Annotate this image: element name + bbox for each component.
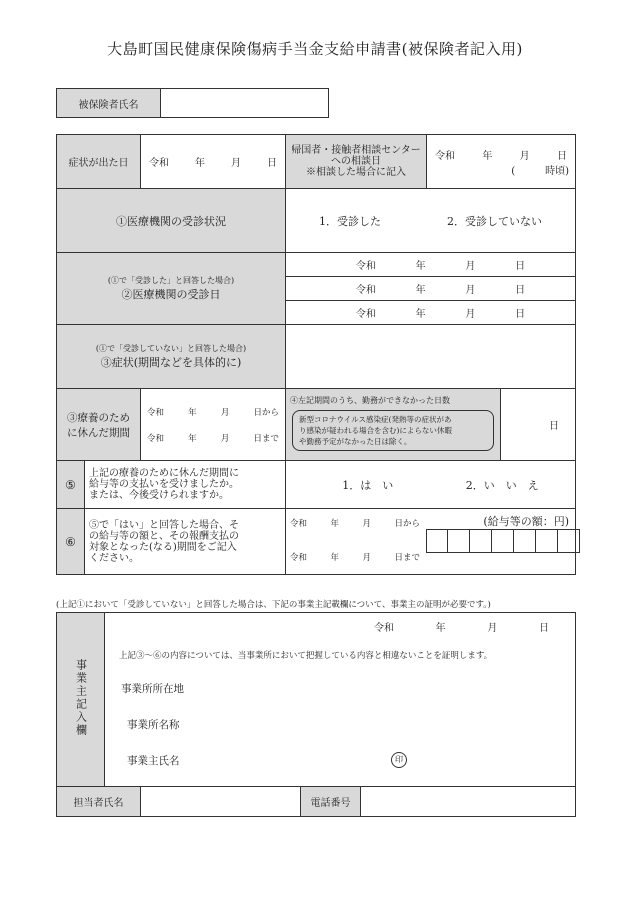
q5-question xyxy=(85,461,286,509)
from-suffix: 日から xyxy=(394,519,420,529)
era-text: 令和 xyxy=(290,519,308,529)
q4-label-cell xyxy=(286,389,501,461)
employer-name-label: 事業所名称 xyxy=(127,719,180,731)
q4-days-field[interactable] xyxy=(501,389,576,461)
q4-note-line-2: り感染が疑われる場合を含む)によらない休暇 xyxy=(299,425,452,435)
consult-center-label xyxy=(286,135,427,189)
year-text: 年 xyxy=(435,623,446,634)
q6-text-1: ⑤で「はい」と回答した場合、そ xyxy=(89,519,239,531)
consult-time: ( 時頃) xyxy=(511,165,570,177)
consult-center-line-3: ※相談した場合に記入 xyxy=(306,167,406,178)
year-text: 年 xyxy=(188,407,197,418)
month-text: 月 xyxy=(362,519,371,529)
era-text: 令和 xyxy=(147,407,165,418)
month-text: 月 xyxy=(220,407,230,418)
amount-label: (給与等の額：円) xyxy=(483,515,570,528)
q5-option-yes[interactable]: 1．は い xyxy=(342,478,394,492)
q5-text-1: 上記の療養のために休んだ期間に xyxy=(89,468,239,479)
q5-options xyxy=(286,461,576,509)
year-text: 年 xyxy=(188,433,197,444)
insured-name-field[interactable] xyxy=(161,89,329,118)
era-text: 令和 xyxy=(355,261,376,272)
insured-name-label: 被保険者氏名 xyxy=(57,89,161,118)
rest-period-label-2: に休んだ期間 xyxy=(67,426,130,439)
from-suffix: 日から xyxy=(253,407,279,418)
month-text: 月 xyxy=(519,150,530,162)
form-title: 大島町国民健康保険傷病手当金支給申請書(被保険者記入用) xyxy=(107,40,523,58)
day-text: 日 xyxy=(538,623,549,634)
day-text: 日 xyxy=(267,158,277,169)
q4-note-line-1: 新型コロナウイルス感染症(発熱等の症状があ xyxy=(299,414,452,424)
q1-options xyxy=(286,189,576,253)
q4-unit: 日 xyxy=(549,421,560,432)
consult-date-field[interactable] xyxy=(427,135,576,189)
q2-label: ②医療機関の受診日 xyxy=(121,288,221,301)
month-text: 月 xyxy=(465,285,476,296)
q2-date-row[interactable] xyxy=(286,301,576,325)
year-text: 年 xyxy=(482,150,493,162)
employer-table xyxy=(56,612,576,817)
day-text: 日 xyxy=(515,261,526,272)
era-text: 令和 xyxy=(149,158,169,169)
insured-name-table xyxy=(56,88,329,118)
employer-owner-label: 事業主氏名 xyxy=(127,755,180,767)
consult-center-line-2: への相談日 xyxy=(331,156,381,167)
year-text: 年 xyxy=(415,261,426,272)
q3-label: ③症状(期間などを具体的に) xyxy=(100,356,242,369)
q6-number: ⑥ xyxy=(57,509,85,575)
era-text: 令和 xyxy=(147,433,165,444)
amount-digit[interactable] xyxy=(536,529,558,553)
year-text: 年 xyxy=(415,285,426,296)
month-text: 月 xyxy=(231,158,241,169)
q6-text-2: の給与等の額と、その報酬支払の xyxy=(89,530,239,542)
era-text: 令和 xyxy=(290,553,308,563)
q3-label-cell xyxy=(57,325,286,389)
amount-digit[interactable] xyxy=(492,529,514,553)
year-text: 年 xyxy=(330,553,339,563)
rest-period-field[interactable] xyxy=(141,389,286,461)
q2-label-cell xyxy=(57,253,286,325)
employer-date[interactable] xyxy=(374,619,549,634)
seal-mark: 印 xyxy=(391,752,407,768)
q2-date-row[interactable] xyxy=(286,277,576,301)
phone-label: 電話番号 xyxy=(301,787,361,817)
month-text: 月 xyxy=(362,553,371,563)
q1-option-not-visited[interactable]: 2．受診していない xyxy=(447,214,542,228)
era-text: 令和 xyxy=(435,150,456,162)
main-form-table xyxy=(56,134,576,575)
day-text: 日 xyxy=(557,150,567,162)
era-text: 令和 xyxy=(374,623,394,634)
person-in-charge-label: 担当者氏名 xyxy=(57,787,141,817)
q3-symptom-field[interactable] xyxy=(286,325,576,389)
q6-question xyxy=(85,509,286,575)
amount-digit[interactable] xyxy=(514,529,536,553)
amount-digit[interactable] xyxy=(448,529,470,553)
amount-digit-boxes[interactable] xyxy=(426,529,580,553)
q3-note: (①で「受診していない」と回答した場合) xyxy=(95,344,247,353)
employer-side-label: 事業主記入欄 xyxy=(74,659,88,737)
q4-note xyxy=(292,410,494,451)
q4-note-line-3: や勤務予定がなかった日は除く。 xyxy=(299,436,412,446)
month-text: 月 xyxy=(465,261,476,272)
day-text: 日 xyxy=(515,309,526,320)
amount-digit[interactable] xyxy=(558,529,580,553)
q5-text-2: 給与等の支払いを受けましたか。 xyxy=(89,479,239,490)
q1-label: ①医療機関の受診状況 xyxy=(57,189,286,253)
era-text: 令和 xyxy=(355,309,376,320)
q6-answer-cell[interactable] xyxy=(286,509,576,575)
person-in-charge-field[interactable] xyxy=(141,787,301,817)
month-text: 月 xyxy=(220,433,230,444)
consult-center-line-1: 帰国者・接触者相談センター xyxy=(291,145,421,156)
employer-note: (上記①において「受診していない」と回答した場合は、下記の事業主記載欄について、事業主の証明が必要です。) xyxy=(56,600,491,610)
day-text: 日 xyxy=(515,285,526,296)
q5-number: ⑤ xyxy=(57,461,85,509)
q5-text-3: または、今後受けられますか。 xyxy=(89,490,229,501)
year-text: 年 xyxy=(330,519,339,529)
rest-period-label xyxy=(57,389,141,461)
employer-content xyxy=(105,613,576,787)
q2-note: (①で「受診した」と回答した場合) xyxy=(107,276,235,285)
symptom-date-label: 症状が出た日 xyxy=(57,135,141,189)
era-text: 令和 xyxy=(355,285,376,296)
month-text: 月 xyxy=(487,623,498,634)
phone-field[interactable] xyxy=(361,787,576,817)
year-text: 年 xyxy=(415,309,426,320)
q6-text-3: 対象となった(なる)期間をご記入 xyxy=(89,541,237,553)
employer-side-label-cell xyxy=(57,613,105,787)
year-text: 年 xyxy=(195,158,205,169)
symptom-date-field[interactable] xyxy=(141,135,286,189)
q5-option-no[interactable]: 2．い い え xyxy=(465,478,539,492)
q1-option-visited[interactable]: 1．受診した xyxy=(319,214,381,228)
q4-label: ④左記期間のうち、勤務ができなかった日数 xyxy=(290,395,450,405)
q2-date-row[interactable] xyxy=(286,253,576,277)
to-suffix: 日まで xyxy=(394,553,420,563)
amount-digit[interactable] xyxy=(470,529,492,553)
to-suffix: 日まで xyxy=(253,433,279,444)
employer-address-label: 事業所所在地 xyxy=(121,683,184,695)
certify-text: 上記③～⑥の内容については、当事業所において把握している内容と相違ないことを証明します。 xyxy=(119,651,493,661)
month-text: 月 xyxy=(465,309,476,320)
rest-period-label-1: ③療養のため xyxy=(67,411,130,424)
amount-digit[interactable] xyxy=(426,529,448,553)
q6-text-4: ください。 xyxy=(89,552,139,564)
seal-icon xyxy=(391,752,407,768)
